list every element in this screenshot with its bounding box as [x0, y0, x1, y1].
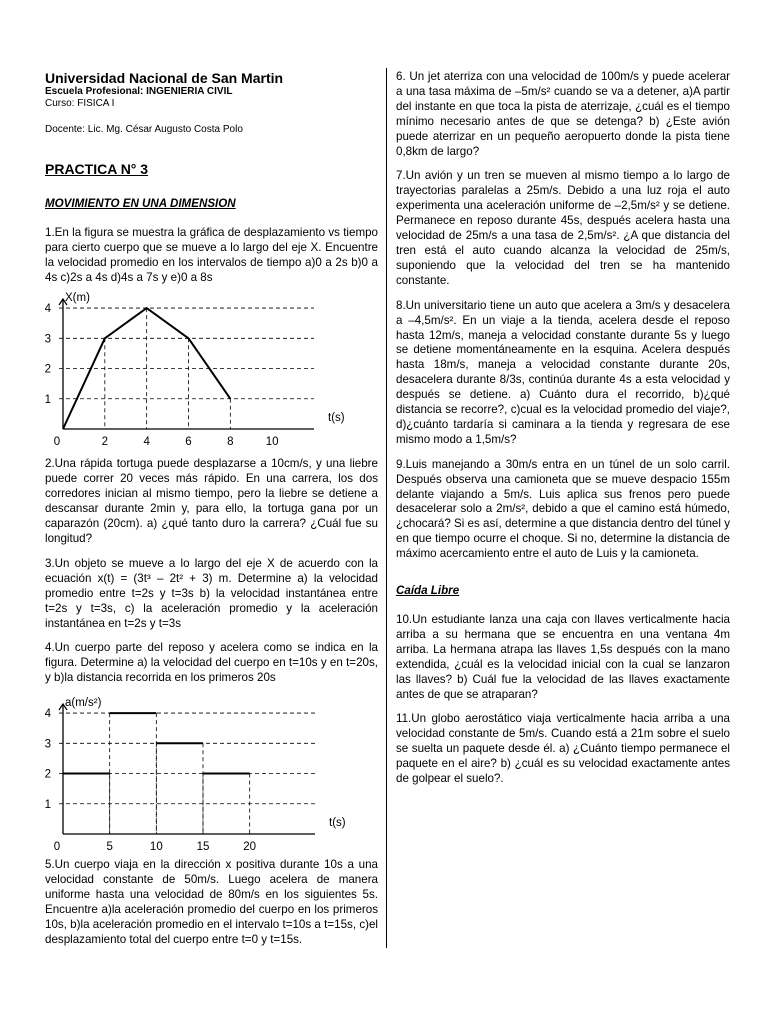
problem-1: 1.En la figura se muestra la gráfica de desplazamiento vs tiempo para cierto cuerpo que se mueve a lo largo del eje X. Encuentre la velocidad promedio en los intervalos de tiempo a)0 a 2s b)0 a 4s c)2s a 4s d)4s a 7s y e)0 a 8s: [45, 225, 378, 284]
problem-10: 10.Un estudiante lanza una caja con llaves verticalmente hacia arriba a su hermana que se encuentra en una ventana 4m arriba. La hermana atrapa las llaves 1,5s después con la mano extendida, ¿cuál es la velocidad inicial con la cual se lanzaron las llaves? b) Cuál fue la velocidad de las llaves exactamente antes de que se atraparan?: [396, 613, 730, 701]
chart1-x-tick-label: 0: [53, 436, 61, 449]
acceleration-time-chart: [45, 686, 378, 856]
chart1-y-axis-label: X(m): [65, 292, 90, 305]
left-column: [45, 70, 378, 948]
university-title: Universidad Nacional de San Martin: [45, 70, 284, 86]
chart2-y-tick-label: 3: [45, 738, 51, 751]
chart2-x-tick-label: 20: [243, 841, 257, 854]
school-label: Escuela Profesional: INGENIERIA CIVIL: [45, 86, 233, 97]
practice-title: PRACTICA N° 3: [45, 161, 149, 177]
chart1-x-tick-label: 8: [227, 436, 234, 449]
chart2-x-axis-label: t(s): [329, 817, 346, 830]
course-label: Curso: FISICA I: [45, 98, 115, 109]
problem-5: 5.Un cuerpo viaja en la dirección x positiva durante 10s a una velocidad constante de 50m/s. Luego acelera de manera uniforme hasta una velocidad de 80m/s en los siguientes 5s. Encuentre a)la aceleración promedio del cuerpo en los primeros 10s, b)la aceleración promedio en el intervalo t=10s a t=15s, c)el desplazamiento total del cuerpo entre t=0 y t=15s.: [45, 858, 378, 946]
problem-11: 11.Un globo aerostático viaja verticalmente hacia arriba a una velocidad constante de 5m/s. Cuando está a 21m sobre el suelo se suelta un paquete desde él. a) ¿Cuánto tiempo permanece el paquete en el aire? b) ¿cuál es su velocidad exactamente antes de golpear el suelo?.: [396, 712, 730, 786]
chart2-x-tick-label: 5: [106, 841, 113, 854]
problem-6: 6. Un jet aterriza con una velocidad de 100m/s y puede acelerar a una tasa máxima de –5m/s² cuando se va a detener, a)A partir del instante en que toca la pista de aterrizaje, ¿cuál es el tiempo mínimo necesario antes de que se detenga? b) ¿Este avión puede aterrizar en un pequeño aeropuerto donde la pista tiene 0,8km de largo?: [396, 70, 730, 158]
problem-9: 9.Luis manejando a 30m/s entra en un túnel de un solo carril. Después observa una camioneta que se mueve despacio 155m delante viajando a 5m/s. Luis aplica sus frenos pero puede desacelerar solo a 2m/s², debido a que el camino está húmedo, ¿chocará? Si es así, determine a que distancia dentro del túnel y en que tiempo ocurre el choque. Si no, determine la distancia de máximo acercamiento entre el auto de Luis y la camioneta.: [396, 457, 730, 561]
section-title-caida-libre: Caída Libre: [396, 584, 460, 598]
chart2-y-tick-label: 4: [45, 708, 51, 721]
chart2-x-tick-label: 0: [53, 841, 61, 854]
chart1-y-tick-label: 1: [45, 394, 51, 407]
section-title-movimiento: MOVIMIENTO EN UNA DIMENSION: [45, 196, 236, 210]
chart1-y-tick-label: 3: [45, 333, 51, 346]
chart1-x-axis-label: t(s): [328, 412, 345, 425]
right-column: [396, 70, 730, 797]
problem-2: 2.Una rápida tortuga puede desplazarse a 10cm/s, y una liebre puede correr 20 veces más rápido. En una carrera, los dos corredores inician al mismo tiempo, pero la liebre se detiene a descansar durante 2min y, para ello, la tortuga gana por un caparazón (20cm). a) ¿qué tanto duro la carrera? ¿Cuál fue su longitud?: [45, 457, 378, 545]
chart1-y-tick-label: 4: [45, 303, 51, 316]
column-divider: [386, 68, 387, 948]
chart1-x-tick-label: 10: [265, 436, 279, 449]
chart2-x-tick-label: 15: [196, 841, 210, 854]
chart1-x-tick-label: 2: [101, 436, 109, 449]
chart2-y-tick-label: 1: [45, 798, 51, 811]
chart1-y-tick-label: 2: [45, 363, 51, 376]
chart2-y-axis-label: a(m/s²): [65, 697, 102, 710]
teacher-label: Docente: Lic. Mg. César Augusto Costa Polo: [45, 124, 243, 135]
chart2-y-tick-label: 2: [45, 768, 51, 781]
chart1-x-tick-label: 4: [143, 436, 150, 449]
chart1-x-tick-label: 6: [185, 436, 192, 449]
chart2-x-tick-label: 10: [149, 841, 163, 854]
displacement-time-chart: [45, 285, 378, 455]
problem-7: 7.Un avión y un tren se mueven al mismo tiempo a lo largo de trayectorias paralelas a 25m/s. Debido a una luz roja el auto experimenta una aceleración uniforme de –2,5m/s² y se detiene. Permanece en reposo durante 45s, después acelera hasta una velocidad de 25m/s a una tasa de 2,5m/s². ¿A que distancia del tren está el auto cuando alcanza la velocidad de 25m/s, suponiendo que la velocidad del tren se ha mantenido constante.: [396, 169, 730, 287]
problem-8: 8.Un universitario tiene un auto que acelera a 3m/s y desacelera a –4,5m/s². En un viaje a la tienda, acelera desde el reposo hasta 12m/s, maneja a velocidad constante durante 5s y luego se detiene momentáneamente en la esquina. Acelera después hasta 18m/s, maneja a velocidad constante durante 20s, desacelera durante 8/3s, continúa durante 4s a esta velocidad y después se detiene. a) Cuánto dura el recorrido, b)¿qué distancia se recorre?, c)cual es la velocidad promedio del viaje?, d)¿cuánto tardaría si caminara a la tienda y regresara de ese mismo modo a 1,5m/s?: [396, 298, 730, 446]
problem-4: 4.Un cuerpo parte del reposo y acelera como se indica en la figura. Determine a) la velocidad del cuerpo en t=10s y en t=20s, y b)la distancia recorrida en los primeros 20s: [45, 641, 378, 685]
problem-3: 3.Un objeto se mueve a lo largo del eje X de acuerdo con la ecuación x(t) = (3t³ – 2t² + 3) m. Determine a) la velocidad promedio entre t=2s y t=3s b) la velocidad instantánea entre t=2s y t=3s, c) la aceleración promedio y la aceleración instantánea en t=2s y t=3s: [45, 556, 378, 630]
